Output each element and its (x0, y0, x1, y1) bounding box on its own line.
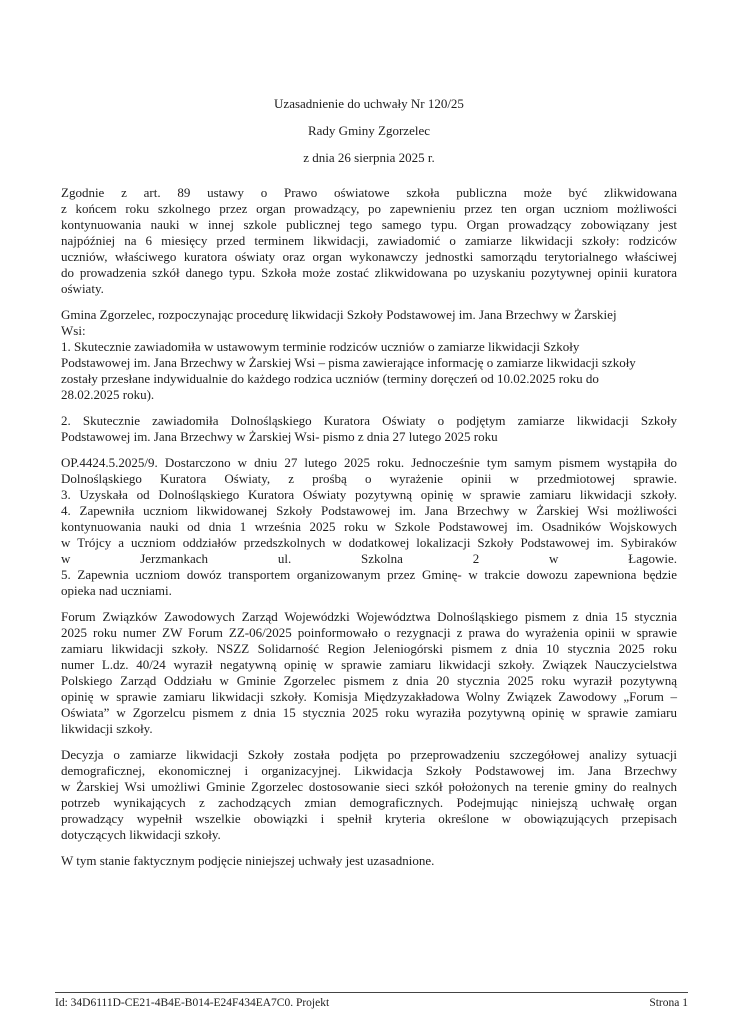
text-line: Gmina Zgorzelec, rozpoczynając procedurę likwidacji Szkoły Podstawowej im. Jana Brzechwy w Żarskiej (61, 307, 617, 322)
text-line: Forum Związków Zawodowych Zarząd Wojewódzki Województwa Dolnośląskiego pismem z dnia 15 stycznia (61, 609, 677, 624)
text-line: numer L.dz. 40/24 wyraził negatywną opinię w sprawie zamiaru likwidacji szkoły. Związek Nauczycielstwa (61, 657, 677, 672)
text-line: Zgodnie z art. 89 ustawy o Prawo oświatowe szkoła publiczna może być zlikwidowana (61, 185, 677, 200)
document-body (61, 185, 677, 879)
text-line: z końcem roku szkolnego przez organ prowadzący, po zapewnieniu przez ten organ uczniom możliwości (61, 201, 677, 216)
text-line: oświaty. (61, 281, 104, 296)
text-line: W tym stanie faktycznym podjęcie niniejszej uchwały jest uzasadnione. (61, 853, 435, 868)
text-line: 3. Uzyskała od Dolnośląskiego Kuratora Oświaty pozytywną opinię w sprawie zamiaru likwidacji szkoły. (61, 487, 677, 502)
text-line: opieka nad uczniami. (61, 583, 172, 598)
paragraph (61, 185, 677, 297)
text-line: Decyzja o zamiarze likwidacji Szkoły została podjęta po przeprowadzeniu szczegółowej analizy sytuacji (61, 747, 677, 762)
paragraph (61, 747, 677, 843)
text-line: Wsi: (61, 323, 86, 338)
text-line: do prowadzenia szkół danego typu. Szkoła może zostać zlikwidowana po uzyskaniu pozytywnej opinii kuratora (61, 265, 677, 280)
text-line: 1. Skutecznie zawiadomiła w ustawowym terminie rodziców uczniów o zamiarze likwidacji Szkoły (61, 339, 580, 354)
text-line: 4. Zapewniła uczniom likwidowanej Szkoły Podstawowej im. Jana Brzechwy w Żarskiej Wsi możliwości (61, 503, 677, 518)
text-line: dotyczących likwidacji szkoły. (61, 827, 221, 842)
document-title: Uzasadnienie do uchwały Nr 120/25 (274, 96, 464, 111)
text-line: likwidacji szkoły. (61, 721, 153, 736)
text-line: w Jerzmankach ul. Szkolna 2 w Łagowie. (61, 551, 677, 566)
text-line: w Trójcy a uczniom oddziałów przedszkolnych w dodatkowej lokalizacji Szkoły Podstawowej im. Sybiraków (61, 535, 677, 550)
text-line: zostały przesłane indywidualnie do każdego rodzica uczniów (terminy doręczeń od 10.02.2025 roku do (61, 371, 599, 386)
text-line: Podstawowej im. Jana Brzechwy w Żarskiej Wsi- pismo z dnia 27 lutego 2025 roku (61, 429, 498, 444)
page-number-label: Strona 1 (649, 997, 688, 1009)
document-subtitle-authority: Rady Gminy Zgorzelec (307, 123, 430, 138)
document-header (61, 96, 677, 177)
text-line: demograficznej, ekonomicznej i organizacyjnej. Likwidacja Szkoły Podstawowej im. Jana Brzechwy (61, 763, 677, 778)
text-line: Oświata” w Zgorzelcu pismem z dnia 15 stycznia 2025 roku wyraziła pozytywną opinię w sprawie zamiaru (61, 705, 677, 720)
text-line: Podstawowej im. Jana Brzechwy w Żarskiej Wsi – pisma zawierające informację o zamiarze likwidacji szkoły (61, 355, 636, 370)
text-line: prowadzący wypełnił wszelkie obowiązki i spełnił kryteria określone w obowiązujących przepisach (61, 811, 677, 826)
text-line: w Żarskiej Wsi umożliwi Gminie Zgorzelec dostosowanie sieci szkół położonych na terenie gminy do realnych (61, 779, 677, 794)
paragraph (61, 609, 677, 737)
text-line: uczniów, właściwego kuratora oświaty oraz organ wykonawczy jednostki samorządu terytorialnego właściwej (61, 249, 677, 264)
text-line: 2. Skutecznie zawiadomiła Dolnośląskiego Kuratora Oświaty o podjętym zamiarze likwidacji Szkoły (61, 413, 677, 428)
text-line: kontynuowania nauki w innej szkole publicznej tego samego typu. Organ prowadzący zobowiązany jest (61, 217, 677, 232)
paragraph (61, 853, 677, 869)
text-line: potrzeb wynikających z zachodzących zmian demograficznych. Podejmując niniejszą uchwałę organ (61, 795, 677, 810)
paragraph (61, 307, 677, 403)
text-line: 5. Zapewnia uczniom dowóz transportem organizowanym przez Gminę- w trakcie dowozu zapewniona będzie (61, 567, 677, 582)
text-line: kontynuowania nauki od dnia 1 września 2025 roku w Szkole Podstawowej im. Osadników Wojskowych (61, 519, 677, 534)
text-line: Dolnośląskiego Kuratora Oświaty, z prośbą o wyrażenie opinii w przedmiotowej sprawie. (61, 471, 677, 486)
text-line: zamiaru likwidacji szkoły. NSZZ Solidarność Region Jeleniogórski pismem z dnia 10 stycznia 2025 roku (61, 641, 677, 656)
text-line: najpóźniej na 6 miesięcy przed terminem likwidacji, zawiadomić o zamiarze likwidacji szkoły: rodziców (61, 233, 677, 248)
text-line: 2025 roku numer ZW Forum ZZ-06/2025 poinformowało o rezygnacji z prawa do wyrażenia opinii w sprawie (61, 625, 677, 640)
document-footer (55, 992, 688, 1009)
text-line: opinię w sprawie zamiaru likwidacji szkoły. Komisja Międzyzakładowa Wolny Związek Zawodowy „Forum – (61, 689, 677, 704)
document-date-line: z dnia 26 sierpnia 2025 r. (303, 150, 435, 165)
text-line: Polskiego Zarząd Oddziału w Gminie Zgorzelec pismem z dnia 20 stycznia 2025 roku wyraził pozytywną (61, 673, 677, 688)
document-id-label: Id: 34D6111D-CE21-4B4E-B014-E24F434EA7C0. Projekt (55, 997, 330, 1009)
text-line: 28.02.2025 roku). (61, 387, 155, 402)
paragraph (61, 455, 677, 599)
text-line: OP.4424.5.2025/9. Dostarczono w dniu 27 lutego 2025 roku. Jednocześnie tym samym pismem wystąpiła do (61, 455, 677, 470)
paragraph (61, 413, 677, 445)
